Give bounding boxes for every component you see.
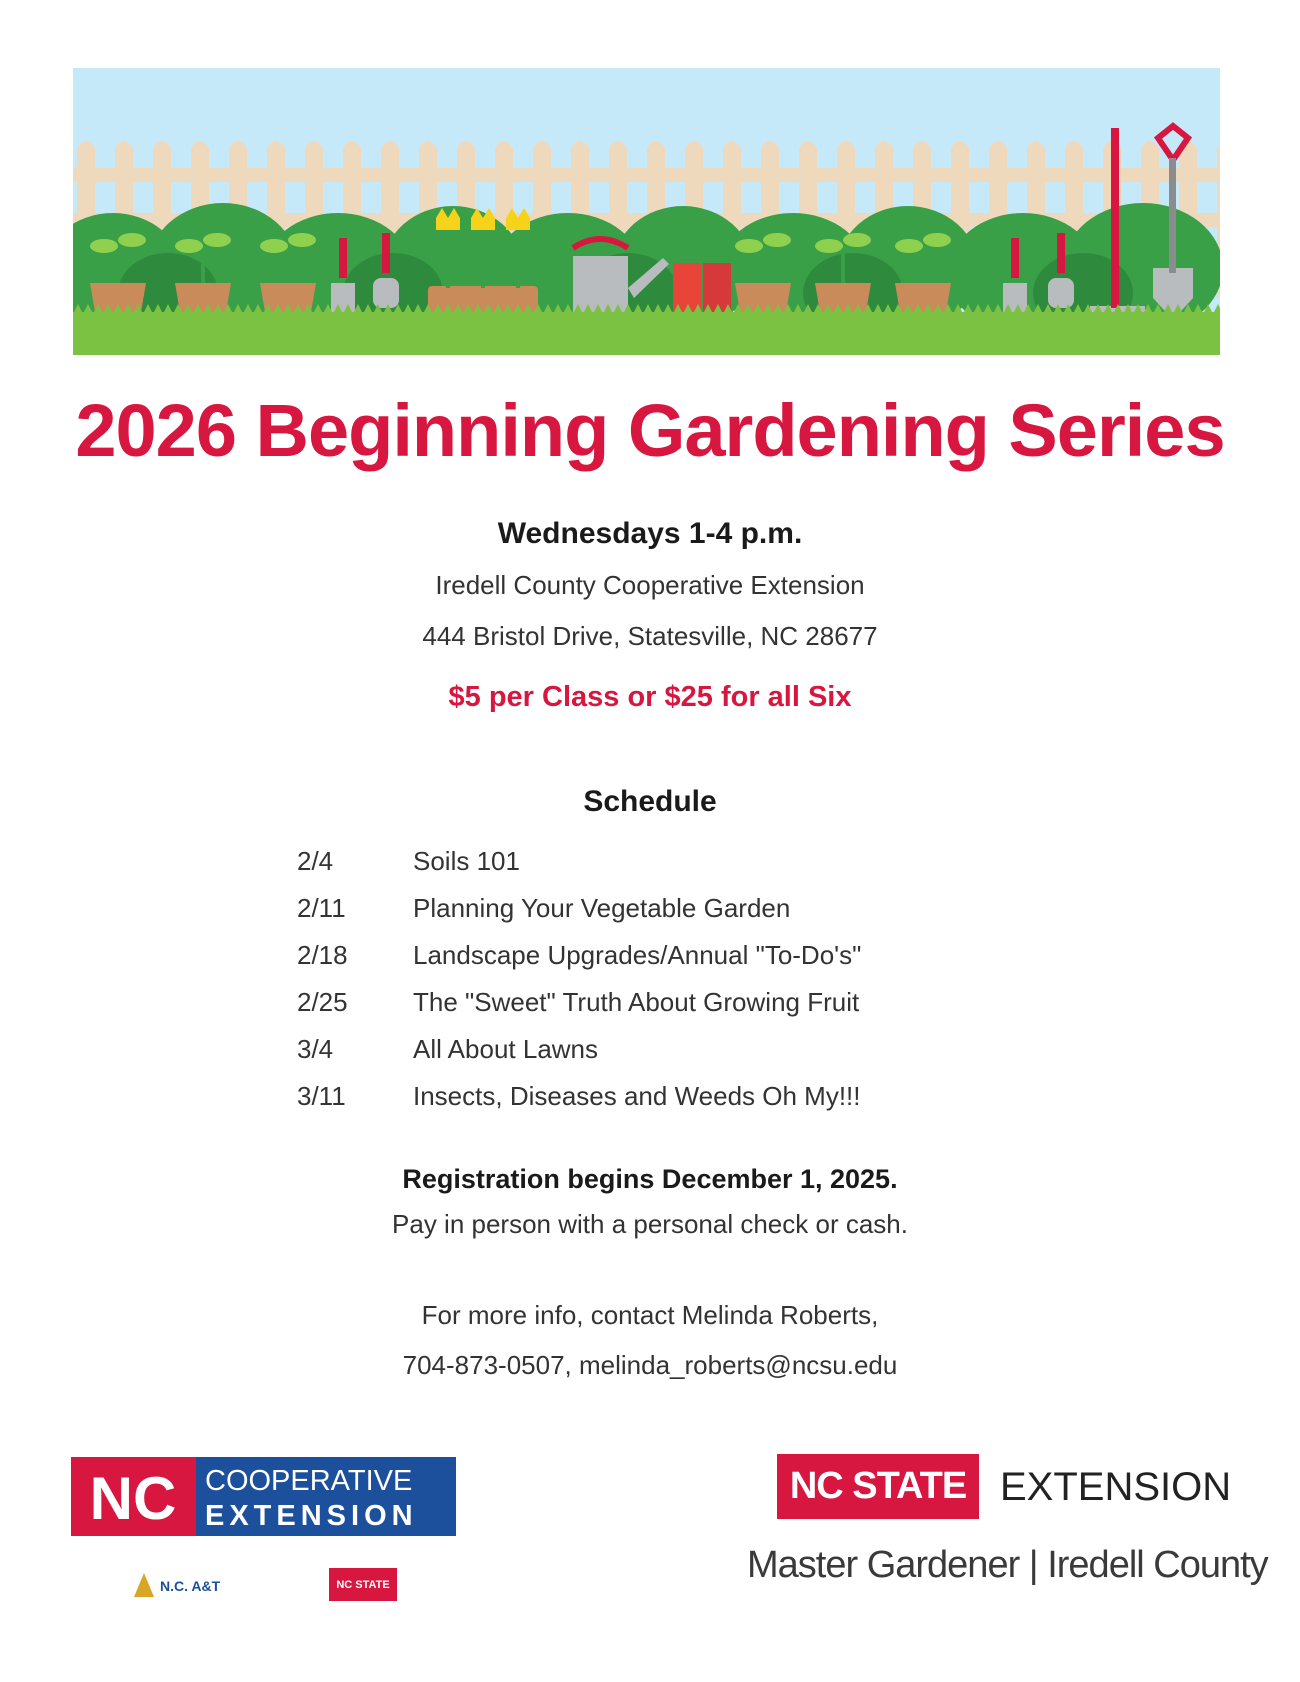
schedule-topic: Insects, Diseases and Weeds Oh My!!! (413, 1081, 861, 1111)
svg-text:EXTENSION: EXTENSION (205, 1500, 418, 1532)
contact-line-2: 704-873-0507, melinda_roberts@ncsu.edu (402, 1350, 898, 1380)
schedule-row (297, 932, 1017, 979)
schedule-date: 3/4 (297, 1034, 334, 1064)
svg-text:NC STATE: NC STATE (336, 1579, 390, 1591)
schedule-list (297, 838, 1017, 1120)
garden-banner-illustration (73, 68, 1220, 355)
schedule-row (297, 838, 1017, 885)
schedule-row (297, 1073, 1017, 1120)
schedule-date: 3/11 (297, 1081, 346, 1111)
schedule-topic: Planning Your Vegetable Garden (413, 893, 791, 923)
schedule-topic: The "Sweet" Truth About Growing Fruit (413, 987, 860, 1017)
schedule-date: 2/4 (297, 846, 334, 876)
schedule-date: 2/25 (297, 987, 348, 1017)
page-title: 2026 Beginning Gardening Series (75, 389, 1225, 472)
schedule-row (297, 1026, 1017, 1073)
event-address: 444 Bristol Drive, Statesville, NC 28677 (422, 621, 878, 651)
contact-line-1: For more info, contact Melinda Roberts, (421, 1300, 879, 1330)
schedule-heading: Schedule (583, 785, 717, 818)
schedule-date: 2/18 (297, 940, 348, 970)
payment-note: Pay in person with a personal check or cash. (392, 1209, 908, 1239)
svg-text:COOPERATIVE: COOPERATIVE (205, 1465, 413, 1497)
registration-note: Registration begins December 1, 2025. (402, 1164, 898, 1194)
event-venue: Iredell County Cooperative Extension (435, 570, 865, 600)
ncat-logo (130, 1569, 226, 1601)
schedule-row (297, 979, 1017, 1026)
extension-wordmark: EXTENSION (1000, 1465, 1232, 1509)
event-time: Wednesdays 1-4 p.m. (497, 517, 803, 550)
event-price: $5 per Class or $25 for all Six (448, 681, 852, 713)
schedule-date: 2/11 (297, 893, 346, 923)
nc-cooperative-extension-logo (71, 1457, 456, 1536)
schedule-topic: Soils 101 (413, 846, 520, 876)
schedule-topic: All About Lawns (413, 1034, 599, 1064)
master-gardener-wordmark: Master Gardener | Iredell County (747, 1544, 1268, 1586)
ncstate-small-logo (329, 1568, 397, 1601)
ncstate-logo: NC STATE (777, 1454, 979, 1519)
svg-text:N.C. A&T: N.C. A&T (160, 1578, 221, 1594)
svg-text:NC: NC (89, 1465, 177, 1532)
schedule-topic: Landscape Upgrades/Annual "To-Do's" (413, 940, 862, 970)
schedule-row (297, 885, 1017, 932)
